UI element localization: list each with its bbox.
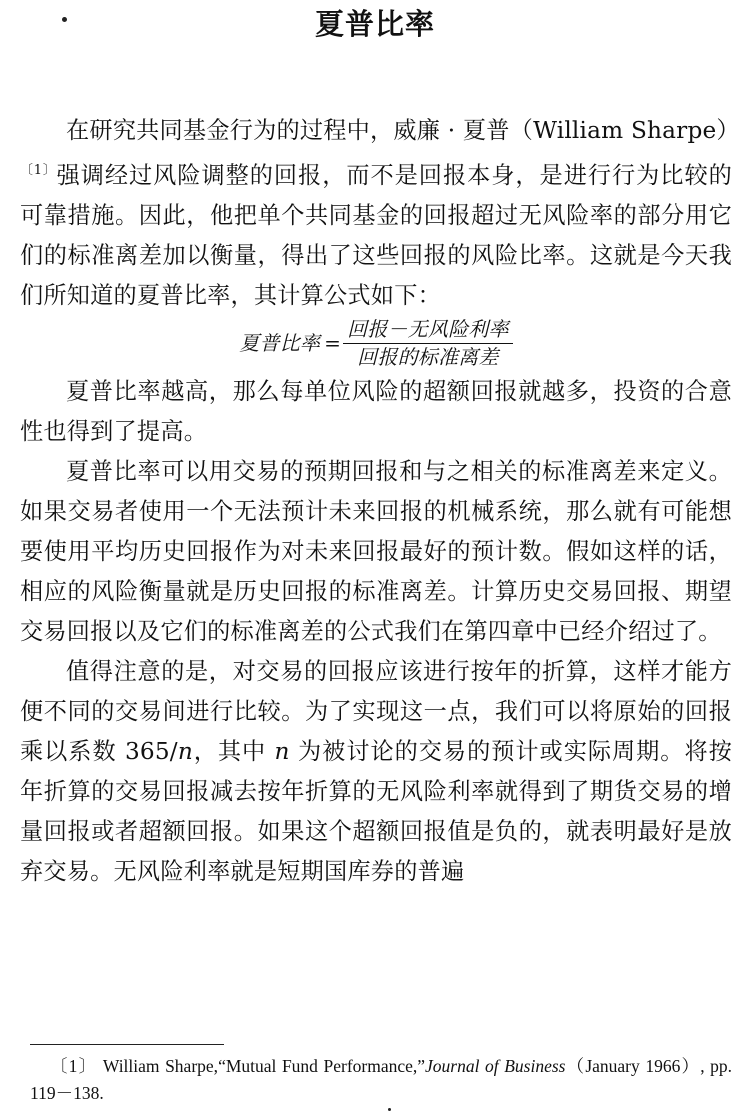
footnote-article: “Mutual Fund Performance,”	[218, 1056, 426, 1076]
footnote-marker: 〔1〕	[50, 1056, 98, 1076]
footnote-author: William Sharpe,	[97, 1056, 219, 1076]
footnote-divider	[30, 1044, 224, 1045]
formula-equals: =	[324, 331, 342, 355]
formula-lhs: 夏普比率	[239, 331, 321, 355]
paragraph-4-text: 值得注意的是，对交易的回报应该进行按年的折算，这样才能方便不同的交易间进行比较。为了实现这一点，我们可以将原始的回报乘以系数 365/	[20, 658, 732, 765]
sharpe-ratio-formula	[20, 314, 732, 372]
paragraph-4-text-2: ，其中	[192, 738, 275, 765]
footnote	[30, 1053, 732, 1107]
variable-n: n	[177, 738, 193, 765]
paragraph-3: 夏普比率可以用交易的预期回报和与之相关的标准离差来定义。如果交易者使用一个无法预计未来回报的机械系统，那么就有可能想要使用平均历史回报作为对未来回报最好的预计数。假如这样的话，相应的风险衡量就是历史回报的标准离差。计算历史交易回报、期望交易回报以及它们的标准离差的公式我们在第四章中已经介绍过了。	[20, 458, 732, 645]
page-title: 夏普比率	[314, 7, 435, 41]
scan-speck-bottom	[388, 1108, 391, 1111]
body-text	[20, 111, 740, 892]
paragraph-4-text-3: 为被讨论的交易的预计或实际周期。将按年折算的交易回报减去按年折算的无风险利率就得到了期货交易的增量回报或者超额回报。如果这个超额回报值是负的，就表明最好是放弃交易。无风险利率就是短期国库券的普遍	[20, 738, 732, 885]
footnote-rest: （January 1966）, pp. 119－138.	[30, 1056, 733, 1103]
formula-denominator: 回报的标准离差	[357, 344, 499, 369]
footnote-journal: Journal of Business	[425, 1056, 566, 1076]
formula-numerator: 回报－无风险利率	[343, 317, 513, 344]
variable-n-2: n	[274, 738, 290, 765]
paragraph-2: 夏普比率越高，那么每单位风险的超额回报就越多，投资的合意性也得到了提高。	[20, 378, 732, 445]
paragraph-1	[20, 111, 740, 316]
formula-fraction	[343, 317, 513, 370]
paragraph-1-text: 在研究共同基金行为的过程中，威廉 · 夏普（William Sharpe）	[66, 117, 740, 144]
footnote-ref: 〔1〕	[20, 163, 57, 178]
paragraph-4	[20, 652, 732, 892]
paragraph-1-text-cont: 强调经过风险调整的回报，而不是回报本身，是进行行为比较的可靠措施。因此，他把单个共同基金的回报超过无风险率的部分用它们的标准离差加以衡量，得出了这些回报的风险比率。这就是今天我们所知道的夏普比率，其计算公式如下：	[20, 162, 732, 309]
